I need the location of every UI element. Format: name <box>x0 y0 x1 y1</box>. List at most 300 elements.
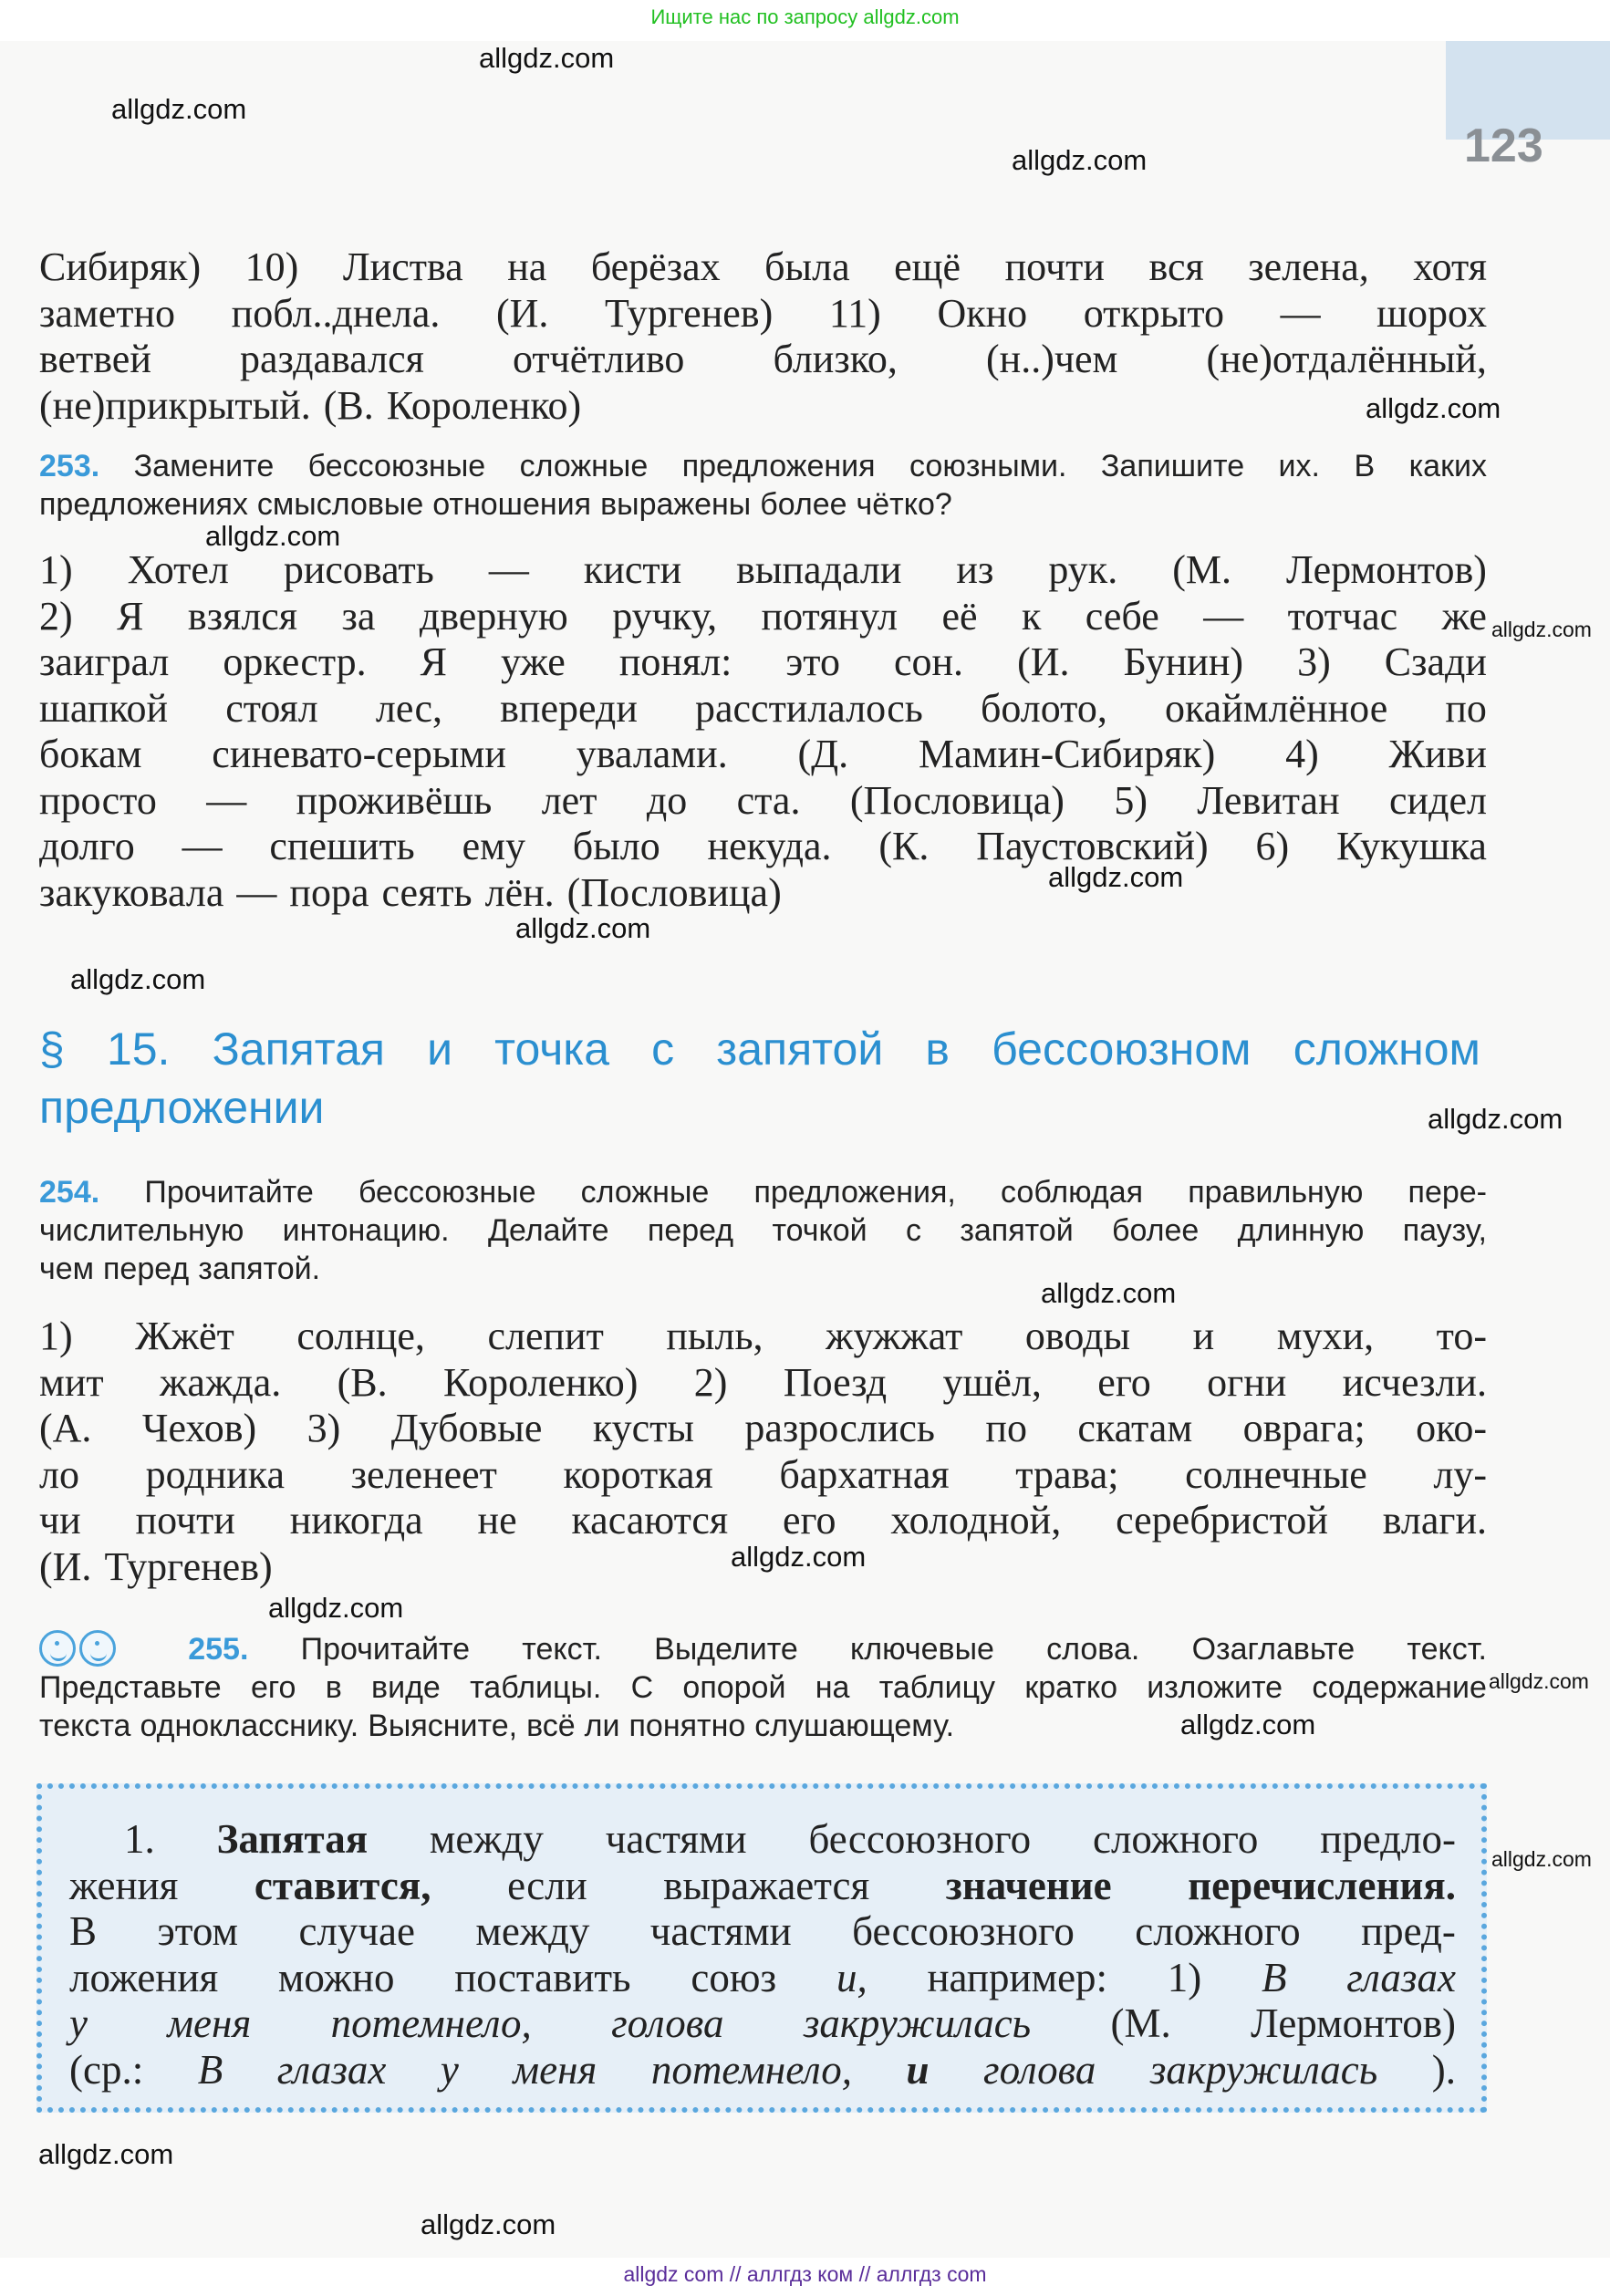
word: же <box>1441 593 1487 639</box>
word: чётко? <box>856 487 952 522</box>
word: Дубовые <box>390 1406 543 1450</box>
word: Короленко) <box>443 1359 639 1405</box>
word: значение <box>945 1862 1112 1908</box>
word: слепит <box>487 1314 604 1358</box>
word: из <box>956 547 994 592</box>
word: не <box>477 1498 517 1543</box>
word: рук. <box>1048 547 1118 592</box>
text-line <box>39 1406 1487 1452</box>
word: (Пословица) <box>566 869 782 915</box>
word: на <box>507 244 547 289</box>
word: каких <box>1408 449 1487 483</box>
watermark: allgdz.com <box>1491 1847 1592 1871</box>
word: и <box>1192 1314 1215 1358</box>
watermark: allgdz.com <box>111 93 247 125</box>
word: никогда <box>289 1498 423 1543</box>
word: точка <box>494 1023 610 1075</box>
word: текста <box>39 1709 131 1743</box>
page-number: 123 <box>1464 119 1543 172</box>
text-line <box>39 547 1487 594</box>
word: лет <box>541 777 597 823</box>
word: с <box>906 1213 921 1248</box>
word: — <box>1203 593 1244 639</box>
word: ветвей <box>39 337 151 381</box>
word: дверную <box>419 593 568 639</box>
word: касаются <box>571 1498 729 1543</box>
word: жения <box>69 1862 179 1908</box>
word: глазах <box>1346 1954 1456 2000</box>
word: Тургенев) <box>104 1543 273 1589</box>
word: бархатная <box>779 1451 950 1497</box>
word: запятой. <box>198 1252 321 1286</box>
watermark: allgdz.com <box>731 1541 867 1573</box>
word: (В. <box>323 382 374 428</box>
word: В <box>1354 449 1376 483</box>
word: — <box>488 547 529 592</box>
intro-paragraph <box>39 244 1487 429</box>
rule-line <box>69 2000 1456 2047</box>
word: Я <box>420 639 448 684</box>
rule-line <box>69 2047 1456 2093</box>
word: лу- <box>1433 1451 1487 1497</box>
word: (Д. <box>797 732 849 776</box>
text-line <box>39 383 1487 430</box>
word: сон. <box>893 639 964 684</box>
word: побл..днела. <box>231 290 441 336</box>
word: частями <box>605 1816 747 1862</box>
word: 2) <box>39 593 73 639</box>
word: частями <box>649 1908 792 1954</box>
word: кисти <box>583 547 682 592</box>
word: ли <box>584 1709 620 1743</box>
word: ключевые <box>850 1632 994 1667</box>
text-line <box>39 639 1487 686</box>
watermark: allgdz.com <box>1491 618 1592 641</box>
word: стоял <box>225 685 318 731</box>
word: голова <box>983 2046 1096 2093</box>
word: таблицы. <box>470 1670 602 1705</box>
text-line <box>39 778 1487 825</box>
word: 4) <box>1285 732 1319 776</box>
word: (И. <box>39 1543 92 1589</box>
word: 3) <box>1297 639 1331 684</box>
word: разрослись <box>744 1406 935 1450</box>
rule-box <box>36 1783 1487 2113</box>
word: Запишите <box>1100 449 1245 483</box>
word: долго <box>39 824 135 868</box>
word: солнце, <box>296 1314 425 1358</box>
word: зелена, <box>1248 244 1369 289</box>
word: предло- <box>1320 1816 1456 1862</box>
word: была <box>764 244 850 289</box>
word: в <box>325 1670 342 1705</box>
word: Поезд <box>783 1359 888 1405</box>
word: 15. <box>106 1023 171 1075</box>
word: бессоюзном <box>992 1023 1252 1075</box>
word: влаги. <box>1382 1498 1487 1543</box>
word: 1. <box>124 1816 155 1862</box>
word: предложения <box>681 449 876 483</box>
word: Паустовский) <box>976 824 1209 868</box>
text-line <box>39 824 1487 870</box>
word: берёзах <box>590 244 721 289</box>
word: понятно <box>628 1709 746 1743</box>
word: окаймлённое <box>1164 685 1388 731</box>
word: этом <box>157 1908 238 1954</box>
word: виде <box>371 1670 441 1705</box>
word: точкой <box>772 1213 867 1248</box>
word: запятой <box>716 1023 884 1075</box>
word: было <box>572 824 660 868</box>
watermark: allgdz.com <box>1428 1103 1563 1135</box>
word: В <box>69 1908 98 1954</box>
word: бессоюзные <box>358 1175 536 1210</box>
word: закружилась <box>803 2000 1032 2046</box>
rule-line <box>69 1955 1456 2001</box>
word: ещё <box>894 244 961 289</box>
word: (В. <box>337 1359 388 1405</box>
word: глазах <box>276 2046 387 2093</box>
word: § <box>39 1023 65 1075</box>
search-banner[interactable]: Ищите нас по запросу allgdz.com <box>650 5 960 28</box>
word: перечисления. <box>1188 1862 1456 1908</box>
word: некуда. <box>707 824 832 868</box>
exercise-number: 254. <box>39 1175 100 1210</box>
word: отчётливо <box>513 337 685 381</box>
word: Сибиряк) <box>39 244 202 289</box>
word: заметно <box>39 290 176 336</box>
word: 10) <box>244 244 299 289</box>
word: кратко <box>1024 1670 1117 1705</box>
word: раздавался <box>240 337 424 381</box>
word: к <box>1021 593 1042 639</box>
word: потянул <box>761 593 898 639</box>
word: с <box>651 1023 675 1075</box>
word: например: <box>927 1954 1108 2000</box>
word: между <box>429 1816 544 1862</box>
word: лес, <box>375 685 442 731</box>
word: лён. <box>484 869 555 915</box>
word: Прочитайте <box>300 1632 471 1667</box>
word: спешить <box>269 824 415 868</box>
word: изложите <box>1147 1670 1283 1705</box>
text-line <box>39 291 1487 338</box>
word: Хотел <box>127 547 229 592</box>
word: ). <box>1431 2046 1456 2093</box>
text-line <box>39 1668 1487 1707</box>
word: отношения <box>432 487 592 522</box>
text-line <box>39 594 1487 640</box>
word: более <box>1112 1213 1200 1248</box>
exercise-number: 255. <box>188 1632 249 1667</box>
text-line <box>39 1020 1480 1078</box>
word: меня <box>513 2046 597 2093</box>
word: бокам <box>39 732 142 776</box>
word: (И. <box>1017 639 1070 684</box>
word: оврага; <box>1242 1406 1366 1450</box>
word: 1) <box>39 1314 73 1358</box>
word: ло <box>39 1451 79 1497</box>
word: то- <box>1436 1314 1487 1358</box>
pair-work-smiley-icon <box>39 1630 76 1667</box>
word: голова <box>611 2000 724 2046</box>
word: (А. <box>39 1406 92 1450</box>
text-line <box>39 337 1487 383</box>
word: длинную <box>1237 1213 1365 1248</box>
text-line <box>39 1250 1487 1288</box>
word: содержание <box>1312 1670 1487 1705</box>
word: (не)прикрытый. <box>39 382 311 428</box>
text-line <box>39 732 1487 778</box>
text-line <box>39 244 1487 291</box>
word: оркестр. <box>223 639 367 684</box>
pair-work-smiley-icon <box>79 1630 116 1667</box>
text-line <box>39 1360 1487 1407</box>
word: его <box>250 1670 296 1705</box>
word: его <box>1097 1359 1151 1405</box>
rule-line <box>69 1863 1456 1909</box>
rule-line <box>69 1908 1456 1955</box>
word: Живи <box>1388 732 1487 776</box>
word: Листва <box>342 244 463 289</box>
word: вся <box>1148 244 1204 289</box>
word: короткая <box>563 1451 713 1497</box>
word: Бунин) <box>1123 639 1244 684</box>
word: — <box>1280 290 1321 336</box>
word: выпадали <box>736 547 902 592</box>
word: Сзади <box>1384 639 1487 684</box>
word: — <box>206 777 247 823</box>
word: однокласснику. <box>140 1709 359 1743</box>
word: союзными. <box>909 449 1067 483</box>
word: правильную <box>1188 1175 1364 1210</box>
word: солнечные <box>1185 1451 1367 1497</box>
watermark: allgdz.com <box>268 1592 404 1624</box>
exercise-253-instruction <box>39 447 1487 524</box>
word: (М. <box>1172 547 1231 592</box>
word: (М. <box>1110 2000 1171 2046</box>
word: Чехов) <box>141 1406 257 1450</box>
word: (не)отдалённый, <box>1206 337 1487 381</box>
word: мухи, <box>1276 1314 1375 1358</box>
pair-work-icons <box>39 1630 116 1668</box>
word: шорох <box>1376 290 1487 336</box>
word: по <box>985 1406 1027 1450</box>
word: 1) <box>39 547 73 592</box>
word: в <box>925 1023 950 1075</box>
word: опорой <box>682 1670 786 1705</box>
word: кусты <box>592 1406 694 1450</box>
footer-links[interactable]: allgdz com // аллгдз ком // аллгдз com <box>623 2262 987 2286</box>
text-line <box>39 1314 1487 1360</box>
word: Выясните, <box>368 1709 518 1743</box>
word: (Пословица) <box>849 777 1065 823</box>
word: Кукушка <box>1335 824 1487 868</box>
word: скатам <box>1077 1406 1193 1450</box>
word: соблюдая <box>1001 1175 1144 1210</box>
word: между <box>475 1908 590 1954</box>
word: сложные <box>519 449 649 483</box>
word: таблицу <box>878 1670 996 1705</box>
text-line <box>39 1452 1487 1499</box>
word: чем <box>39 1252 94 1286</box>
word: почти <box>135 1498 235 1543</box>
text-line <box>39 1078 1480 1137</box>
word: потемнело, <box>330 2000 532 2046</box>
watermark: allgdz.com <box>1489 1669 1589 1693</box>
word: смысловые <box>256 487 424 522</box>
word: числительную <box>39 1213 244 1248</box>
word: предложении <box>39 1082 325 1133</box>
word: почти <box>1004 244 1105 289</box>
text-line <box>39 1211 1487 1250</box>
word: 11) <box>828 290 881 336</box>
word: ста. <box>736 777 801 823</box>
word: огни <box>1207 1359 1287 1405</box>
word: хотя <box>1413 244 1487 289</box>
word: по <box>1445 685 1487 731</box>
word: сложные <box>580 1175 710 1210</box>
word: можно <box>277 1954 395 2000</box>
word: и <box>427 1023 453 1075</box>
word: 5) <box>1114 777 1148 823</box>
word: Жжёт <box>135 1314 234 1358</box>
exercise-number: 253. <box>39 449 100 483</box>
word: сеять <box>381 869 473 915</box>
word: слушающему. <box>754 1709 955 1743</box>
word: В <box>197 2046 223 2093</box>
word: закружилась <box>1149 2046 1378 2093</box>
rule-text <box>69 1816 1456 2093</box>
word: Выделите <box>654 1632 798 1667</box>
word: ставится, <box>254 1862 431 1908</box>
word: 1) <box>1167 1954 1202 2000</box>
word: их. <box>1278 449 1320 483</box>
word: впереди <box>500 685 638 731</box>
word: предложениях <box>39 487 248 522</box>
word: Замените <box>133 449 275 483</box>
word: если <box>507 1862 587 1908</box>
word: 6) <box>1255 824 1290 868</box>
watermark: allgdz.com <box>38 2138 174 2170</box>
word: жажда. <box>160 1359 282 1405</box>
exercise-253-text <box>39 547 1487 916</box>
word: родника <box>145 1451 286 1497</box>
word: пора <box>289 869 369 915</box>
word: Прочитайте <box>144 1175 314 1210</box>
word: Мамин-Сибиряк) <box>919 732 1216 776</box>
watermark: allgdz.com <box>515 912 651 944</box>
word: паузу, <box>1402 1213 1487 1248</box>
word: выражается <box>663 1862 870 1908</box>
word: тотчас <box>1287 593 1398 639</box>
text-line <box>39 1630 1487 1668</box>
word: себе <box>1085 593 1159 639</box>
word: взялся <box>187 593 298 639</box>
word: жужжат <box>826 1314 963 1358</box>
word: за <box>341 593 376 639</box>
text-line <box>39 485 1487 524</box>
word: (К. <box>878 824 930 868</box>
word: более <box>760 487 847 522</box>
section-heading <box>39 1020 1480 1137</box>
word: холодной, <box>890 1498 1062 1543</box>
word: её <box>941 593 978 639</box>
word: перед <box>647 1213 734 1248</box>
word: расстилалось <box>694 685 923 731</box>
word: — <box>182 824 223 868</box>
word: Запятая <box>216 1816 369 1862</box>
word: Левитан <box>1197 777 1340 823</box>
word: зеленеет <box>350 1451 497 1497</box>
word: ушёл, <box>942 1359 1042 1405</box>
word: рисовать <box>283 547 434 592</box>
word: Короленко) <box>386 382 582 428</box>
word: пыль, <box>666 1314 763 1358</box>
word: С <box>630 1670 654 1705</box>
word: ручку, <box>612 593 718 639</box>
text-line <box>39 447 1487 485</box>
word: бессоюзные <box>307 449 486 483</box>
word: 3) <box>306 1406 341 1450</box>
word: 2) <box>693 1359 728 1405</box>
word: исчезли. <box>1342 1359 1487 1405</box>
word: уже <box>501 639 566 684</box>
word: Тургенев) <box>605 290 774 336</box>
word: трава; <box>1015 1451 1119 1497</box>
word: ему <box>462 824 525 868</box>
word: (н..)чем <box>986 337 1118 381</box>
word: на <box>815 1670 850 1705</box>
word: Озаглавьте <box>1191 1632 1356 1667</box>
watermark: allgdz.com <box>70 963 206 995</box>
word: запятой <box>960 1213 1074 1248</box>
word: поставить <box>454 1954 631 2000</box>
word: Я <box>117 593 144 639</box>
word: выражены <box>600 487 752 522</box>
word: бессоюзного <box>808 1816 1032 1862</box>
word: Делайте <box>487 1213 609 1248</box>
word: у <box>440 2046 459 2093</box>
word: В <box>1262 1954 1287 2000</box>
rule-line <box>69 1816 1456 1863</box>
word: — <box>236 869 277 915</box>
word: пред- <box>1361 1908 1456 1954</box>
word: серебристой <box>1116 1498 1328 1543</box>
word: текст. <box>522 1632 602 1667</box>
word: проживёшь <box>296 777 493 823</box>
watermark: allgdz.com <box>1048 861 1184 893</box>
word: открыто <box>1083 290 1224 336</box>
word: перед <box>103 1252 190 1286</box>
word: интонацию. <box>282 1213 450 1248</box>
word: бессоюзного <box>852 1908 1075 1954</box>
watermark: allgdz.com <box>1180 1709 1316 1740</box>
word: ложения <box>69 1954 219 2000</box>
word: это <box>785 639 840 684</box>
word: око- <box>1416 1406 1487 1450</box>
word: потемнело, <box>650 2046 852 2093</box>
word: Лермонтов) <box>1251 2000 1456 2046</box>
word: увалами. <box>576 732 728 776</box>
word: случае <box>298 1908 415 1954</box>
word: синевато-серыми <box>212 732 506 776</box>
word: оводы <box>1024 1314 1131 1358</box>
word: закуковала <box>39 869 224 915</box>
word: слова. <box>1046 1632 1140 1667</box>
watermark: allgdz.com <box>1041 1277 1177 1309</box>
exercise-254-instruction <box>39 1173 1487 1288</box>
